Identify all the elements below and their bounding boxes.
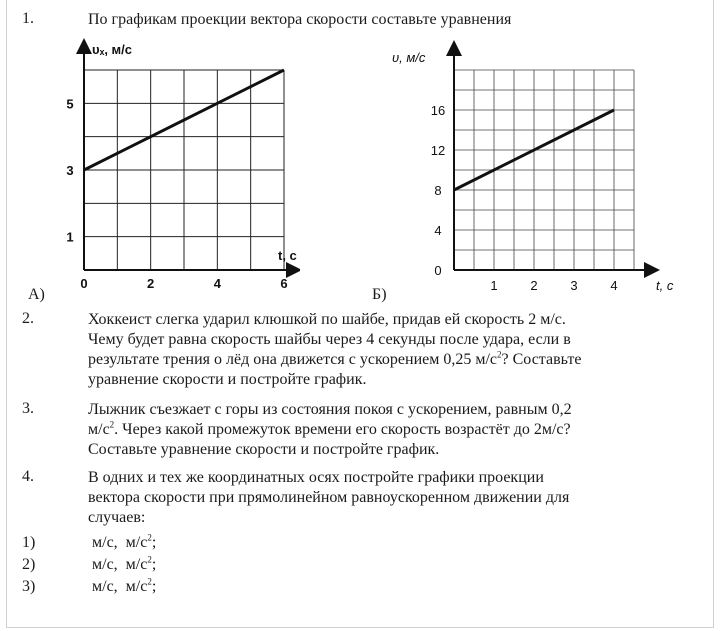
chart-a-xlabel: t, с bbox=[278, 248, 297, 263]
task-4-line: вектора скорости при прямолинейном равноускоренном движении для bbox=[88, 489, 570, 506]
task-2-line: уравнение скорости и постройте график. bbox=[88, 371, 367, 388]
case-2-units: м/с, $м/с^2$; bbox=[92, 554, 157, 573]
task-2-line: результате трения о лёд она движется с ускорением 0,25 $м/с^2$? Составьте bbox=[88, 349, 582, 368]
chart-a bbox=[60, 38, 300, 298]
chart-a-y-tick: 3 bbox=[66, 163, 74, 178]
task-3-line: $м/с^2$. Через какой промежуток времени его скорость возрастёт до 2м/с? bbox=[88, 419, 571, 438]
case-3-number: 3) bbox=[22, 578, 36, 595]
chart-a-x-tick: 2 bbox=[147, 276, 155, 291]
chart-b-x-tick: 3 bbox=[570, 278, 578, 293]
task-2-line: Чему будет равна скорость шайбы через 4 секунды после удара, если в bbox=[88, 331, 571, 348]
chart-b-x-tick: 1 bbox=[490, 278, 498, 293]
task-4-line: В одних и тех же координатных осях постройте графики проекции bbox=[88, 469, 544, 486]
task-4-line: случаев: bbox=[88, 509, 146, 526]
task-2-line: Хоккеист слегка ударил клюшкой по шайбе, придав ей скорость 2 м/с. bbox=[88, 311, 566, 328]
chart-a-y-tick: 5 bbox=[66, 96, 74, 112]
case-1-number: 1) bbox=[22, 534, 36, 551]
chart-a-ylabel: υₓ, м/с bbox=[92, 42, 133, 57]
label-b: Б) bbox=[372, 286, 387, 303]
chart-b-xlabel: t, с bbox=[656, 278, 674, 293]
chart-a-x-tick: 6 bbox=[280, 276, 288, 291]
chart-a-x-tick: 4 bbox=[213, 276, 221, 291]
chart-b-y-tick: 0 bbox=[434, 263, 442, 278]
chart-b-y-tick: 16 bbox=[430, 103, 446, 118]
task-1-text: По графикам проекции вектора скорости составьте уравнения bbox=[88, 11, 512, 28]
chart-b-x-tick: 2 bbox=[530, 278, 538, 293]
task-3-number: 3. bbox=[22, 400, 34, 417]
chart-b-ylabel: υ, м/с bbox=[392, 50, 426, 65]
chart-a-y-tick: 1 bbox=[66, 229, 74, 245]
case-1-units: м/с, $м/с^2$; bbox=[92, 532, 157, 551]
task-3-line: Составьте уравнение скорости и постройте график. bbox=[88, 441, 440, 458]
chart-b-y-tick: 8 bbox=[434, 183, 442, 198]
label-a: А) bbox=[28, 286, 45, 303]
task-4-number: 4. bbox=[22, 468, 34, 485]
chart-a-grid bbox=[84, 70, 284, 270]
chart-a-x-tick: 0 bbox=[80, 276, 88, 291]
chart-b-y-tick: 12 bbox=[430, 143, 446, 158]
chart-b-grid bbox=[454, 70, 634, 270]
case-2-number: 2) bbox=[22, 556, 36, 573]
task-2-text bbox=[88, 310, 694, 390]
task-3-text bbox=[88, 400, 694, 460]
chart-b-y-tick: 4 bbox=[434, 223, 442, 238]
case-3-units: м/с, $м/с^2$; bbox=[92, 576, 157, 595]
task-3-line: Лыжник съезжает с горы из состояния покоя с ускорением, равным 0,2 bbox=[88, 401, 572, 418]
chart-b bbox=[380, 38, 680, 298]
task-4-text bbox=[88, 468, 694, 528]
chart-b-x-tick: 4 bbox=[610, 278, 618, 293]
task-1-number: 1. bbox=[22, 10, 34, 27]
task-2-number: 2. bbox=[22, 310, 34, 327]
